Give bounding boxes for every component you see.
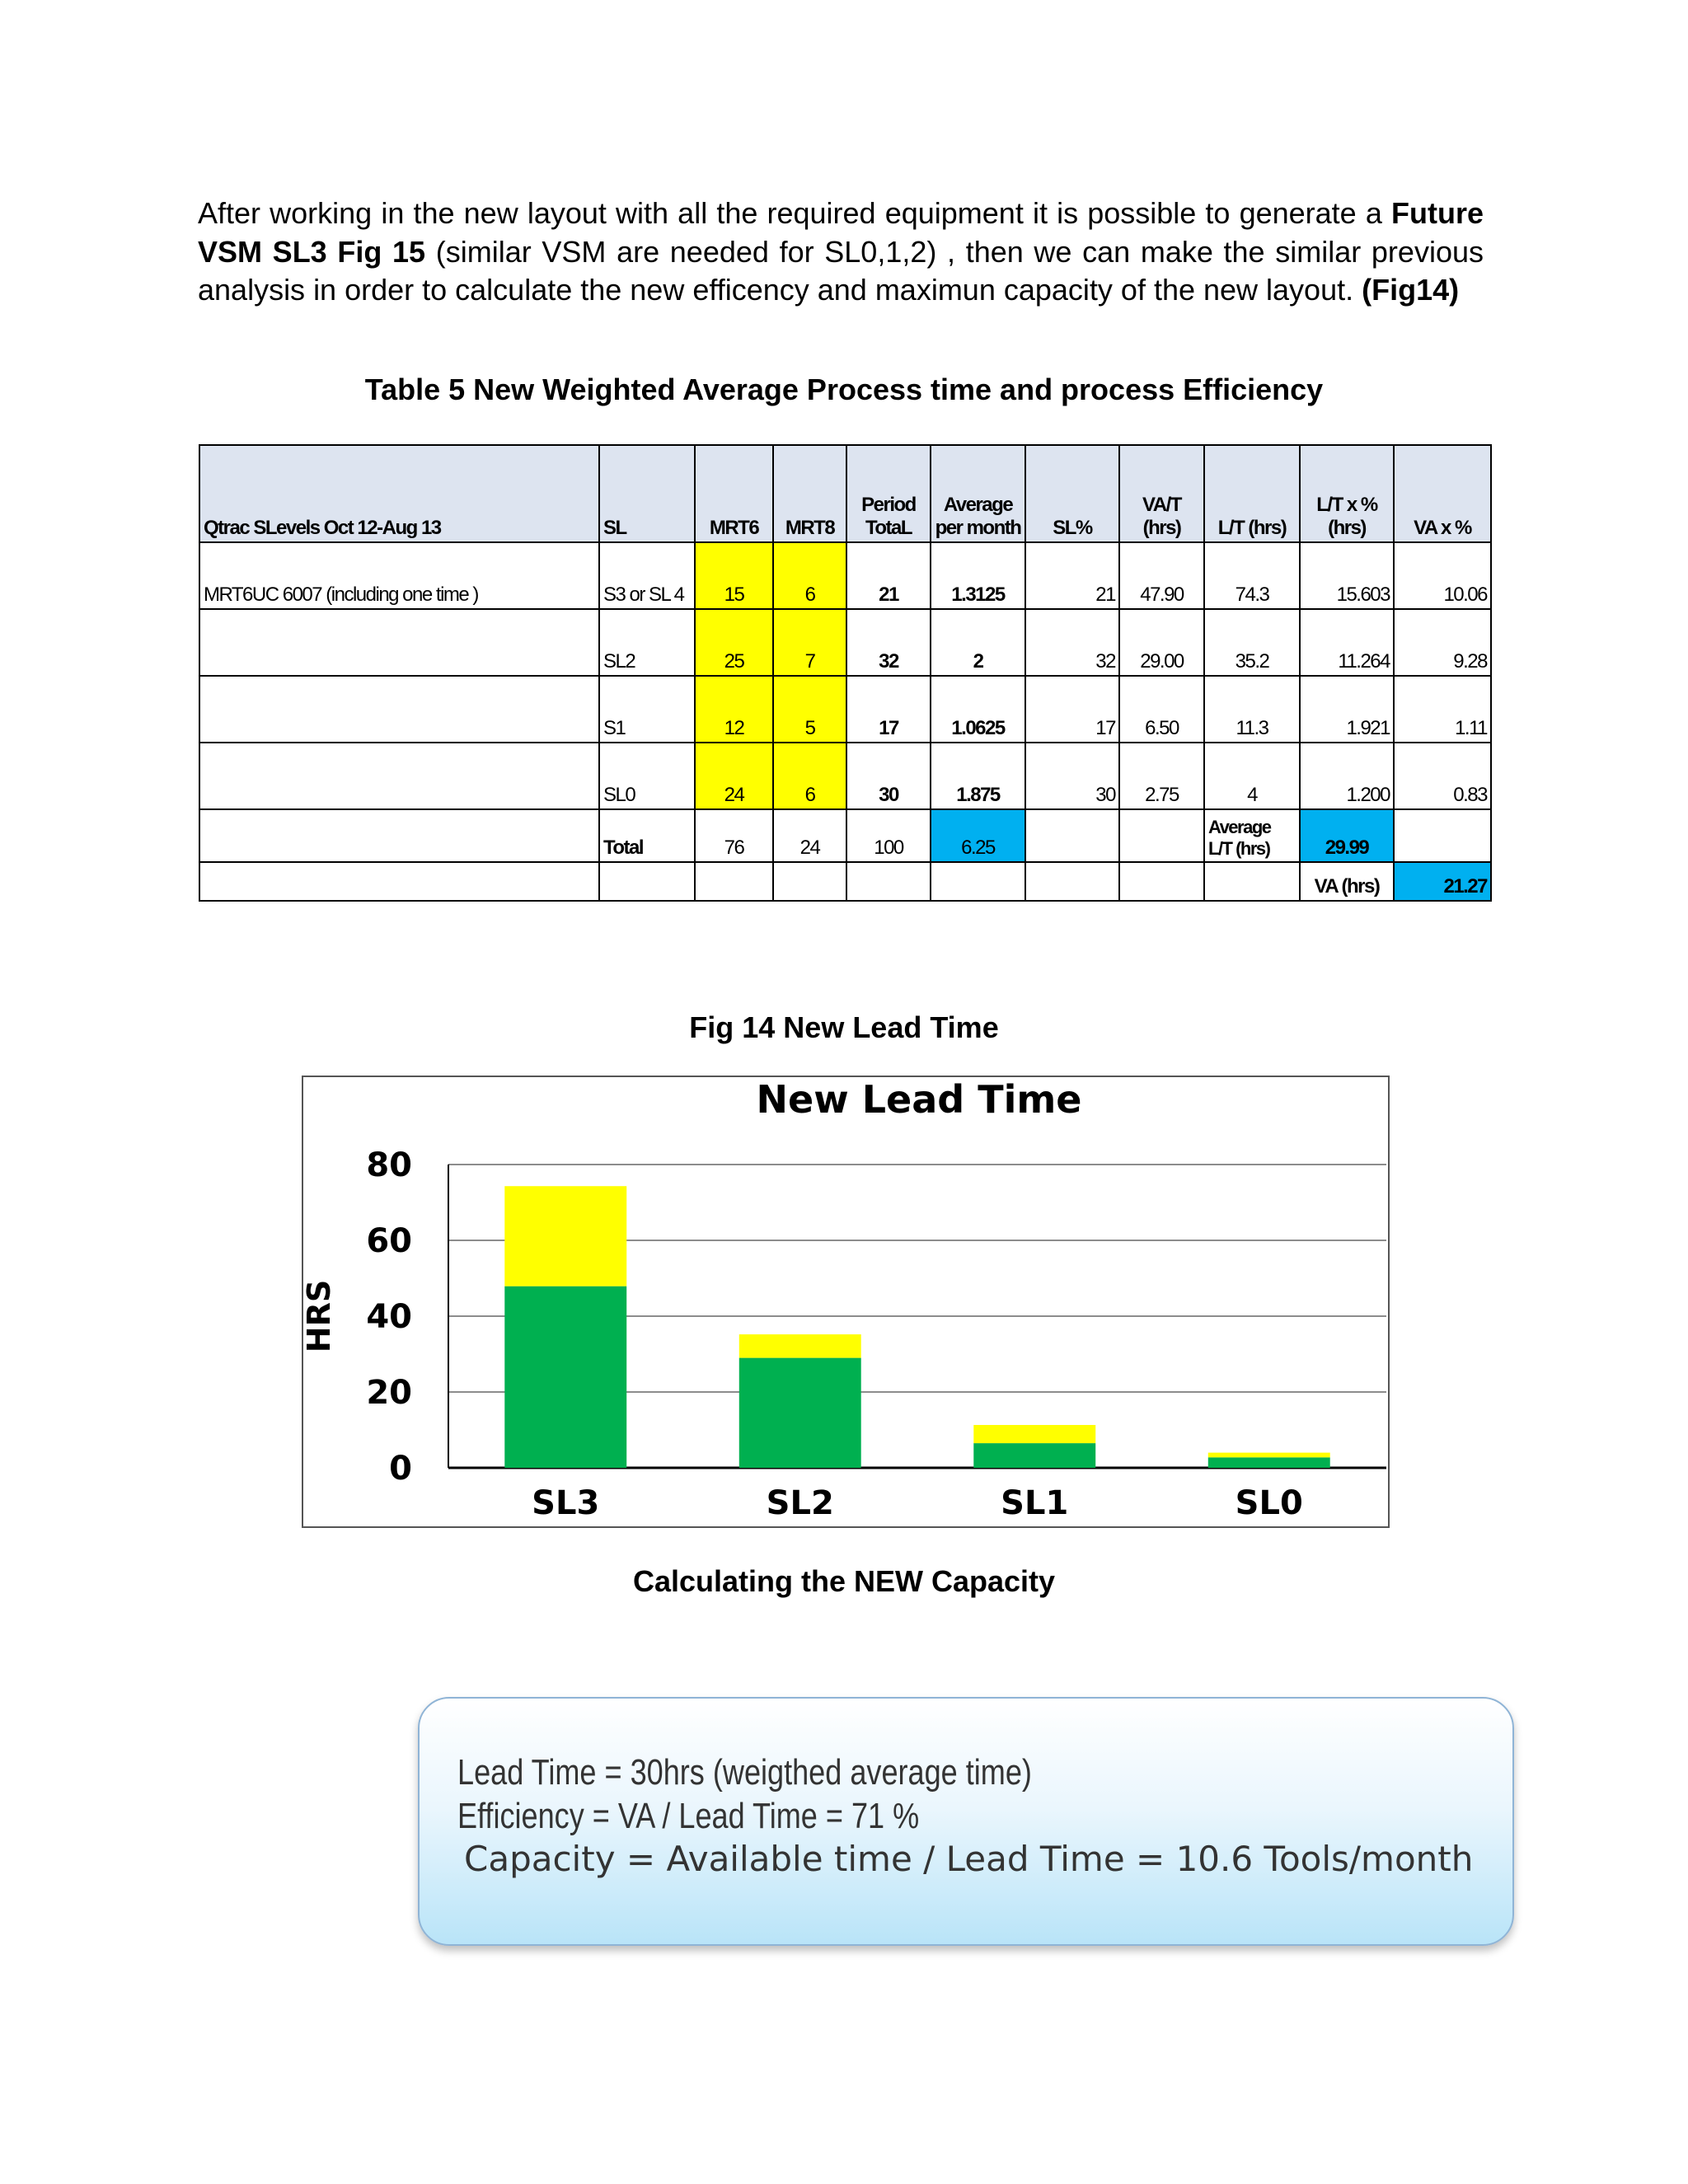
table-caption: Table 5 New Weighted Average Process time and process Efficiency <box>364 373 1324 406</box>
total-label: Total <box>599 809 695 862</box>
row-mrt6: 15 <box>695 542 773 609</box>
row-name <box>199 743 599 809</box>
intro-bold-2: (Fig14) <box>1362 273 1460 307</box>
table-header-row <box>199 445 1491 542</box>
x-category-label: SL3 <box>532 1484 600 1522</box>
lead-time-line: Lead Time = 30hrs (weigthed average time) <box>457 1752 1032 1793</box>
row-period: 17 <box>846 676 931 743</box>
row-sl: SL2 <box>599 609 695 676</box>
total-mrt8: 24 <box>773 809 846 862</box>
row-name: MRT6UC 6007 (including one time ) <box>199 542 599 609</box>
row-period: 30 <box>846 743 931 809</box>
chart-title: New Lead Time <box>756 1077 1082 1122</box>
row-vax: 1.11 <box>1394 676 1491 743</box>
row-lt: 35.2 <box>1204 609 1300 676</box>
total-avg: 6.25 <box>931 809 1025 862</box>
table-row <box>199 743 1491 809</box>
capacity-heading: Calculating the NEW Capacity <box>632 1564 1056 1598</box>
row-slpct: 17 <box>1025 676 1119 743</box>
row-lt: 4 <box>1204 743 1300 809</box>
row-period: 32 <box>846 609 931 676</box>
row-mrt8: 7 <box>773 609 846 676</box>
x-category-label: SL1 <box>1001 1484 1069 1522</box>
table-va-row <box>199 862 1491 901</box>
header-cell: L/T (hrs) <box>1204 445 1300 542</box>
y-tick-label: 20 <box>366 1374 412 1412</box>
header-cell: VA/T (hrs) <box>1119 445 1204 542</box>
row-vax: 9.28 <box>1394 609 1491 676</box>
total-mrt6: 76 <box>695 809 773 862</box>
row-ltx: 1.921 <box>1300 676 1394 743</box>
header-cell: VA x % <box>1394 445 1491 542</box>
row-avg: 1.0625 <box>931 676 1025 743</box>
row-name <box>199 609 599 676</box>
header-cell: L/T x % (hrs) <box>1300 445 1394 542</box>
y-tick-label: 0 <box>389 1450 412 1488</box>
row-vat: 6.50 <box>1119 676 1204 743</box>
total-period: 100 <box>846 809 931 862</box>
y-axis-label: HRS <box>303 1279 337 1353</box>
row-slpct: 30 <box>1025 743 1119 809</box>
average-lt-value: 29.99 <box>1300 809 1394 862</box>
header-cell: SL% <box>1025 445 1119 542</box>
bar-sl3-segment-1 <box>504 1186 626 1286</box>
header-cell: Period TotaL <box>846 445 931 542</box>
row-vat: 47.90 <box>1119 542 1204 609</box>
row-vax: 10.06 <box>1394 542 1491 609</box>
bar-sl2-segment-0 <box>739 1358 861 1468</box>
capacity-line: Capacity = Available time / Lead Time = 10.6 Tools/month <box>464 1839 1474 1879</box>
row-mrt6: 12 <box>695 676 773 743</box>
x-category-label: SL0 <box>1235 1484 1303 1522</box>
chart-svg <box>303 1077 1388 1526</box>
row-avg: 2 <box>931 609 1025 676</box>
x-category-label: SL2 <box>766 1484 834 1522</box>
table-row <box>199 542 1491 609</box>
y-tick-label: 40 <box>366 1298 412 1336</box>
row-ltx: 15.603 <box>1300 542 1394 609</box>
row-sl: S1 <box>599 676 695 743</box>
lead-time-chart <box>302 1076 1390 1528</box>
row-mrt8: 6 <box>773 743 846 809</box>
row-mrt6: 25 <box>695 609 773 676</box>
row-lt: 74.3 <box>1204 542 1300 609</box>
row-slpct: 32 <box>1025 609 1119 676</box>
row-ltx: 11.264 <box>1300 609 1394 676</box>
row-sl: S3 or SL 4 <box>599 542 695 609</box>
row-lt: 11.3 <box>1204 676 1300 743</box>
row-period: 21 <box>846 542 931 609</box>
row-mrt8: 5 <box>773 676 846 743</box>
header-cell: MRT8 <box>773 445 846 542</box>
bar-sl1-segment-1 <box>973 1425 1095 1443</box>
y-tick-label: 80 <box>366 1146 412 1184</box>
intro-text-2: (similar VSM are needed for SL0,1,2) , then we can make the similar previous analysis in order to calculate the new efficency and maximun capacity of the new layout. <box>198 234 1484 307</box>
capacity-summary-box <box>418 1697 1514 1946</box>
table-total-row <box>199 809 1491 862</box>
efficiency-table <box>199 444 1492 902</box>
va-value: 21.27 <box>1394 862 1491 901</box>
row-vat: 2.75 <box>1119 743 1204 809</box>
row-avg: 1.3125 <box>931 542 1025 609</box>
y-tick-label: 60 <box>366 1222 412 1260</box>
va-label: VA (hrs) <box>1300 862 1394 901</box>
figure-caption: Fig 14 New Lead Time <box>689 1010 999 1044</box>
row-vax: 0.83 <box>1394 743 1491 809</box>
intro-bold-1: Future VSM SL3 Fig 15 <box>198 196 1484 269</box>
efficiency-line: Efficiency = VA / Lead Time = 71 % <box>457 1796 920 1836</box>
average-lt-label: Average L/T (hrs) <box>1204 809 1300 862</box>
row-mrt8: 6 <box>773 542 846 609</box>
row-ltx: 1.200 <box>1300 743 1394 809</box>
row-vat: 29.00 <box>1119 609 1204 676</box>
row-sl: SL0 <box>599 743 695 809</box>
row-name <box>199 676 599 743</box>
table-row <box>199 609 1491 676</box>
intro-text-1: After working in the new layout with all the required equipment it is possible to generate a <box>198 196 1391 230</box>
header-cell: Qtrac SLevels Oct 12-Aug 13 <box>199 445 599 542</box>
intro-paragraph <box>198 194 1484 310</box>
bar-sl0-segment-1 <box>1208 1453 1330 1458</box>
bar-sl0-segment-0 <box>1208 1457 1330 1468</box>
header-cell: MRT6 <box>695 445 773 542</box>
bar-sl2-segment-1 <box>739 1334 861 1358</box>
header-cell: Average per month <box>931 445 1025 542</box>
bar-sl3-segment-0 <box>504 1286 626 1468</box>
bar-sl1-segment-0 <box>973 1443 1095 1468</box>
row-slpct: 21 <box>1025 542 1119 609</box>
header-cell: SL <box>599 445 695 542</box>
row-avg: 1.875 <box>931 743 1025 809</box>
row-mrt6: 24 <box>695 743 773 809</box>
table-row <box>199 676 1491 743</box>
